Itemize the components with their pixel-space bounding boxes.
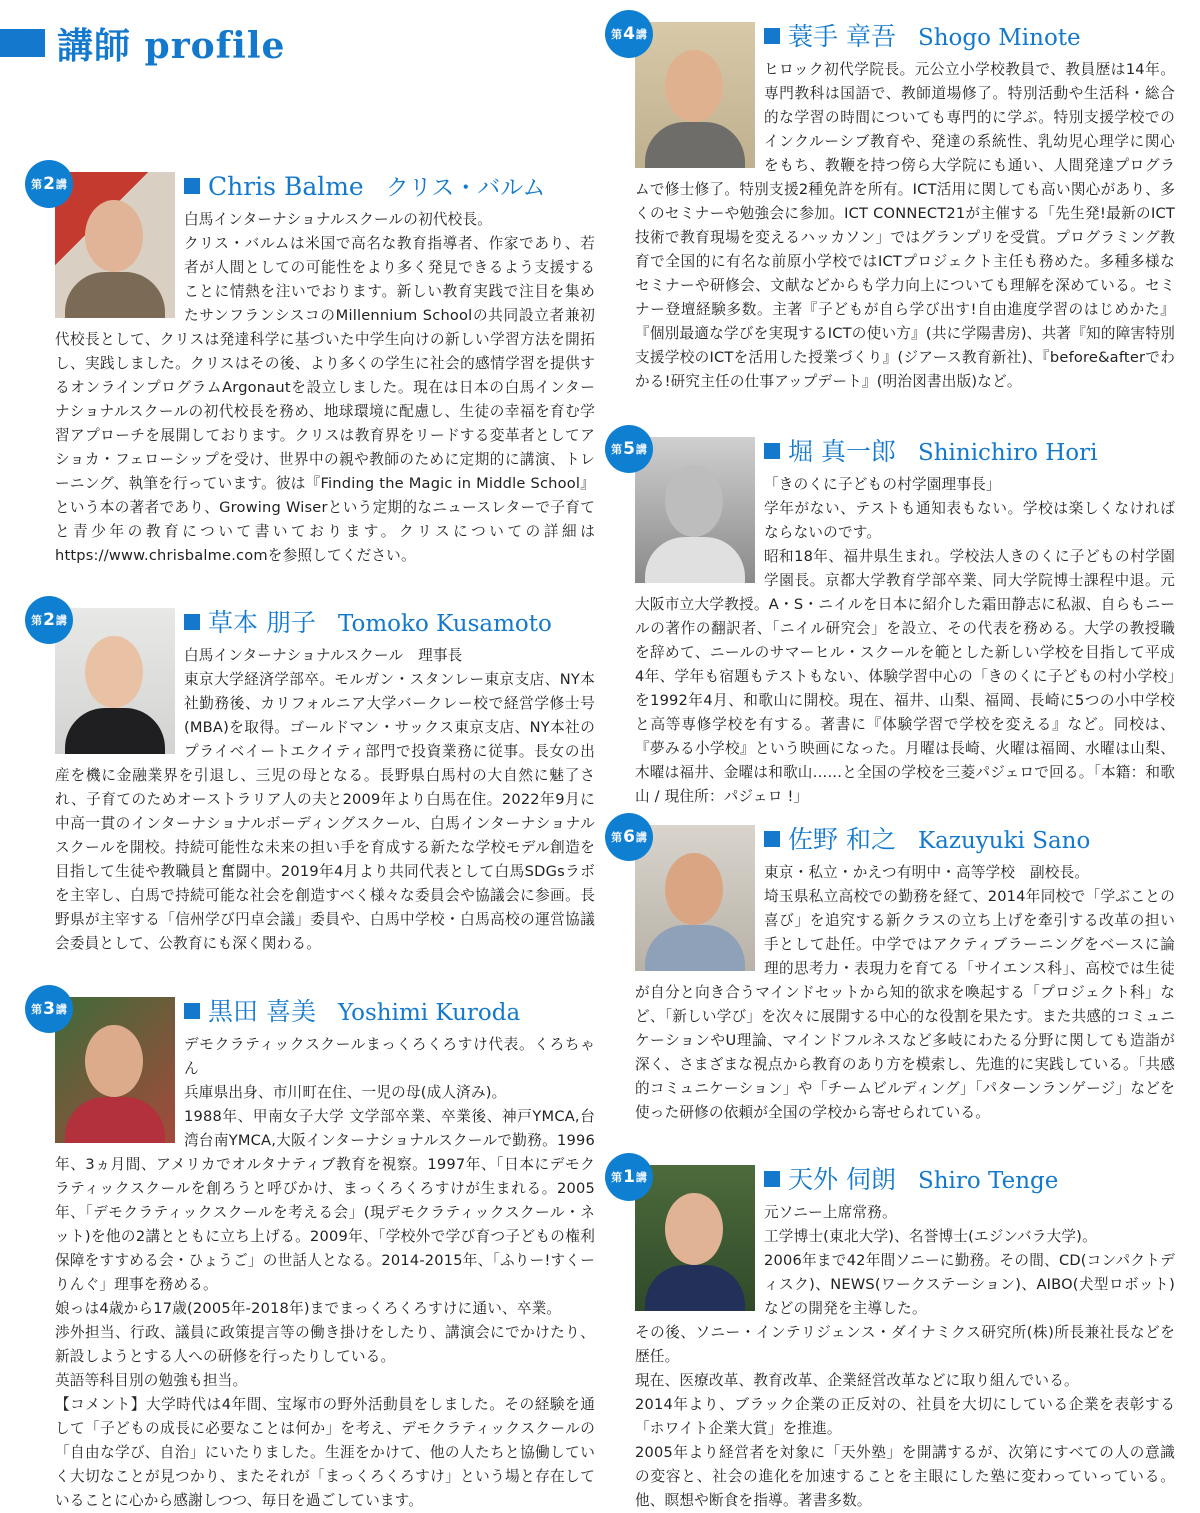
badge-suffix: 講	[55, 1003, 67, 1016]
name-secondary: Shiro Tenge	[917, 1168, 1059, 1194]
portrait-photo	[635, 825, 755, 971]
lecture-badge	[25, 160, 73, 208]
bio-paragraph: 2006年まで42年間ソニーに勤務。その間、CD(コンパクトディスク)、NEWS(ワークステーション)、AIBO(犬型ロボット)などの開発を主導した。	[764, 1252, 1175, 1317]
bio-paragraph: 白馬インターナショナルスクールの初代校長。	[184, 211, 493, 228]
lecture-badge	[605, 425, 653, 473]
square-bullet-icon	[184, 614, 200, 630]
profile-2	[31, 997, 595, 1513]
profile-6	[611, 1165, 1175, 1513]
badge-prefix: 第	[31, 1003, 43, 1016]
name-primary: 佐野 和之	[788, 825, 896, 854]
badge-suffix: 講	[635, 831, 647, 844]
lecture-number: 2	[43, 174, 55, 194]
lecture-number: 3	[43, 999, 55, 1019]
bio-paragraph: 娘っは4歳から17歳(2005年-2018年)までまっくろくろすけに通い、卒業。	[55, 1300, 562, 1317]
badge-prefix: 第	[611, 831, 623, 844]
lecture-number: 4	[623, 24, 635, 44]
page-title	[0, 18, 285, 68]
bio-paragraph: 元ソニー上席常務。	[764, 1204, 897, 1221]
lecture-number: 2	[43, 610, 55, 630]
bio-paragraph: 白馬インターナショナルスクール 理事長	[184, 647, 463, 664]
title-bar-decoration	[0, 29, 45, 57]
portrait-photo	[55, 997, 175, 1143]
badge-prefix: 第	[611, 443, 623, 456]
bio-paragraph: 工学博士(東北大学)、名誉博士(エジンバラ大学)。	[764, 1228, 1097, 1245]
lecture-badge	[605, 10, 653, 58]
portrait-photo	[635, 437, 755, 583]
portrait-photo	[635, 1165, 755, 1311]
square-bullet-icon	[764, 28, 780, 44]
lecture-badge	[605, 813, 653, 861]
page-title-text: 講師 profile	[57, 24, 286, 67]
profile-1	[31, 608, 595, 956]
lecture-badge	[605, 1153, 653, 1201]
badge-prefix: 第	[611, 1171, 623, 1184]
bio-paragraph: 東京大学経済学部卒。モルガン・スタンレー東京支店、NY本社勤務後、カリフォルニア大学バークレー校で経営学修士号(MBA)を取得。ゴールドマン・サックス東京支店、NY本社のプライベイートエクイティ部門で投資業務に従事。長女の出産を機に金融業界を引退し、三児の母となる。長野県白馬村の大自然に魅了され、子育てのためオーストラリア人の夫と2009年より白馬在住。2022年9月に中高一貫のインターナショナルボーディングスクール、白馬インターナショナルスクールを開校。持続可能性な未来の担い手を育成する新たな学校モデル創造を目指して生徒や教職員と奮闘中。2019年4月より共同代表として白馬SDGsラボを主宰し、白馬で持続可能な社会を創造すべく様々な委員会や協議会に参画。長野県が主宰する「信州学び円卓会議」委員や、白馬中学校・白馬高校の運営協議会委員として、公教育にも深く関わる。	[55, 671, 595, 952]
name-secondary: Kazuyuki Sano	[917, 828, 1091, 854]
name-primary: 蓑手 章吾	[788, 22, 896, 51]
name-secondary: Tomoko Kusamoto	[337, 611, 552, 637]
lecture-badge	[25, 985, 73, 1033]
portrait-photo	[55, 608, 175, 754]
profile-3	[611, 22, 1175, 394]
profile-5	[611, 825, 1175, 1125]
profile-0	[31, 172, 595, 568]
name-secondary: クリス・バルム	[385, 175, 546, 201]
bio-paragraph: 学年がない、テストも通知表もない。学校は楽しくなければならないのです。	[764, 500, 1175, 541]
badge-suffix: 講	[55, 614, 67, 627]
badge-prefix: 第	[31, 178, 43, 191]
badge-prefix: 第	[31, 614, 43, 627]
bio-paragraph: 昭和18年、福井県生まれ。学校法人きのくに子どもの村学園学園長。京都大学教育学部卒業、同大学院博士課程中退。元大阪市立大学教授。A・S・ニイルを日本に紹介した霜田静志に私淑、自らもニールの著作の翻訳者、「ニイル研究会」を設立、その代表を務める。大学の教授職を辞めて、ニールのサマーヒル・スクールを範とした新しい学校を目指して平成4年、学年も宿題もテストもない、体験学習中心の「きのくに子どもの村小学校」を1992年4月、和歌山に開校。現在、福井、山梨、福岡、長崎に5つの小中学校と高等専修学校を有する。著書に『体験学習で学校を変える』など。同校は、『夢みる小学校』という映画になった。月曜は長崎、火曜は福岡、水曜は山梨、木曜は福井、金曜は和歌山……と全国の学校を三菱パジェロで回る。「本籍：和歌山 / 現住所：パジェロ !」	[635, 548, 1176, 805]
badge-suffix: 講	[635, 1171, 647, 1184]
name-primary: 草本 朋子	[208, 608, 316, 637]
badge-suffix: 講	[635, 28, 647, 41]
name-secondary: Shogo Minote	[917, 25, 1081, 51]
bio-paragraph: ヒロック初代学院長。元公立小学校教員で、教員歴は14年。専門教科は国語で、教師道場修了。特別活動や生活科・総合的な学習の時間についても専門的に学ぶ。特別支援学校でのインクルーシブ教育や、発達の系統性、乳幼児心理学に関心をもち、教鞭を持つ傍ら大学院にも通い、人間発達プログラムで修士修了。特別支援2種免許を所有。ICT活用に関しても高い関心があり、多くのセミナーや勉強会に参加。ICT CONNECT21が主催する「先生発!最新のICT技術で教育現場を変えるハッカソン」ではグランプリを受賞。プログラミング教育で全国的に有名な前原小学校ではICTプロジェクト主任も務めた。多種多様なセミナーや研修会、文献などからも学力向上についても理解を深めている。セミナー登壇経験多数。主著『子どもが自ら学び出す!自由進度学習のはじめかた』『個別最適な学びを実現するICTの使い方』(共に学陽書房)、共著『知的障害特別支援学校のICTを活用した授業づくり』(ジアース教育新社)、『before&afterでわかる!研究主任の仕事アップデート』(明治図書出版)など。	[635, 61, 1175, 390]
name-secondary: Yoshimi Kuroda	[337, 1000, 521, 1026]
square-bullet-icon	[764, 831, 780, 847]
name-primary: 堀 真一郎	[788, 437, 896, 466]
badge-suffix: 講	[635, 443, 647, 456]
square-bullet-icon	[764, 1171, 780, 1187]
bio-paragraph: デモクラティックスクールまっくろくろすけ代表。くろちゃん	[184, 1036, 595, 1077]
bio-paragraph: 埼玉県私立高校での勤務を経て、2014年同校で「学ぶことの喜び」を追究する新クラスの立ち上げを牽引する改革の担い手として赴任。中学ではアクティブラーニングをベースに論理的思考力・表現力を育てる「サイエンス科」、高校では生徒が自分と向き合うマインドセットから知的欲求を喚起する「プロジェクト科」など、「新しい学び」を次々に展開する中心的な役割を果たす。また共感的コミュニケーションやU理論、マインドフルネスなど多岐にわたる分野に関しても造詣が深く、さまざまな視点から教育のあり方を模索し、先進的に実践している。「共感的コミュニケーション」や「チームビルディング」「パターンランゲージ」などを使った研修の依頼が全国の学校から寄せられている。	[635, 888, 1175, 1121]
badge-prefix: 第	[611, 28, 623, 41]
bio-paragraph: 「きのくに子どもの村学園理事長」	[764, 476, 1001, 493]
lecture-number: 1	[623, 1167, 635, 1187]
square-bullet-icon	[184, 178, 200, 194]
lecture-number: 5	[623, 439, 635, 459]
bio-paragraph: その後、ソニー・インテリジェンス・ダイナミクス研究所(株)所長兼社長などを歴任。	[635, 1324, 1175, 1365]
bio-paragraph: クリス・バルムは米国で高名な教育指導者、作家であり、若者が人間としての可能性をより多く発見できるよう支援することに情熱を注いでおります。新しい教育実践で注目を集めたサンフランシスコのMillennium Schoolの共同設立者兼初代校長として、クリスは発達科学に基づいた中学生向けの新しい学習方法を開拓し、実践しました。クリスはその後、より多くの学生に社会的感情学習を提供するオンラインプログラムArgonautを設立しました。現在は日本の白馬インターナショナルスクールの初代校長を務め、地球環境に配慮し、生徒の幸福を育む学習アプローチを展開しております。クリスは教育界をリードする変革者としてアショカ・フェローシップを受け、世界中の親や教師のために定期的に講演、トレーニング、執筆を行っています。彼は『Finding the Magic in Middle School』という本の著者であり、Growing Wiserという定期的なニュースレターで子育てと青少年の教育について書いております。クリスについての詳細はhttps://www.chrisbalme.comを参照してください。	[55, 235, 595, 564]
bio-paragraph: 2014年より、ブラック企業の正反対の、社員を大切にしている企業を表彰する「ホワイト企業大賞」を推進。	[635, 1396, 1175, 1437]
bio-paragraph: 東京・私立・かえつ有明中・高等学校 副校長。	[764, 864, 1090, 881]
bio-paragraph: 兵庫県出身、市川町在住、一児の母(成人済み)。	[184, 1084, 507, 1101]
bio-paragraph: 英語等科目別の勉強も担当。	[55, 1372, 248, 1389]
badge-suffix: 講	[55, 178, 67, 191]
square-bullet-icon	[764, 443, 780, 459]
name-primary: Chris Balme	[208, 172, 364, 201]
bio-paragraph: 2005年より経営者を対象に「天外塾」を開講するが、次第にすべての人の意識の変容と、社会の進化を加速することを主眼にした塾に変わっていっている。他、瞑想や断食を指導。著書多数。	[635, 1444, 1175, 1509]
lecture-number: 6	[623, 827, 635, 847]
bio-paragraph: 1988年、甲南女子大学 文学部卒業、卒業後、神戸YMCA,台湾台南YMCA,大阪インターナショナルスクールで勤務。1996年、3ヵ月間、アメリカでオルタナティブ教育を視察。1997年、「日本にデモクラティックスクールを創ろうと呼びかけ、まっくろくろすけが生まれる。2005年、「デモクラティックスクールを考える会」(現デモクラティックスクール・ネット)を他の2講とともに立ち上げる。2009年、「学校外で学び育つ子どもの権利保障をすすめる会・ひょうご」の世話人となる。2014-2015年、「ふりー!すくーりんぐ」理事を務める。	[55, 1108, 595, 1293]
bio-paragraph: 現在、医療改革、教育改革、企業経営改革などに取り組んでいる。	[635, 1372, 1079, 1389]
lecture-badge	[25, 596, 73, 644]
bio-paragraph: 【コメント】大学時代は4年間、宝塚市の野外活動員をしました。その経験を通して「子どもの成長に必要なことは何か」を考え、デモクラティックスクールの「自由な学び、自治」にいたりました。生涯をかけて、他の人たちと協働していく大切なことが見つかり、またそれが「まっくろくろすけ」という場と存在していることに心から感謝しつつ、毎日を過ごしています。	[55, 1396, 595, 1509]
name-secondary: Shinichiro Hori	[917, 440, 1098, 466]
name-primary: 天外 伺朗	[788, 1165, 896, 1194]
profile-4	[611, 437, 1176, 809]
portrait-photo	[55, 172, 175, 318]
name-primary: 黒田 喜美	[208, 997, 316, 1026]
square-bullet-icon	[184, 1003, 200, 1019]
portrait-photo	[635, 22, 755, 168]
bio-paragraph: 渉外担当、行政、議員に政策提言等の働き掛けをしたり、講演会にでかけたり、新設しようとする人への研修を行ったりしている。	[55, 1324, 595, 1365]
